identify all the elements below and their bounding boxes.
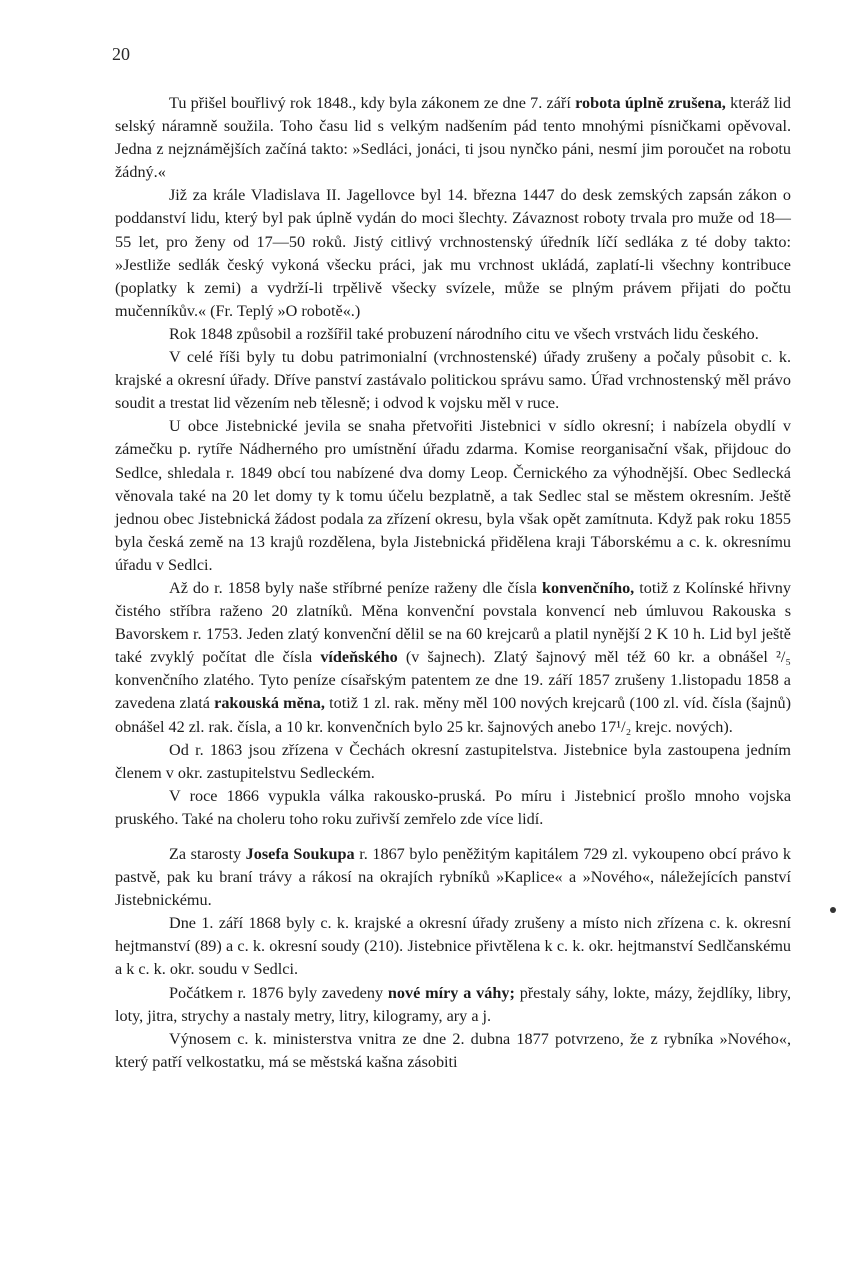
- text-run: přestaly sáhy, lokte, mázy, žejdlíky, libry, loty, jitra, strychy a nastaly metry, litry, kilogramy, ary a j.: [115, 983, 792, 1025]
- paragraph: [115, 982, 791, 1028]
- text-run: V roce 1866 vypukla válka rakousko-pruská. Po míru i Jistebnicí prošlo mnoho vojska pruského. Také na choleru toho roku zuřivší zemřelo zde více lidí.: [115, 786, 791, 828]
- text-run: Rok 1848 způsobil a rozšířil také probuzení národního citu ve všech vrstvách lidu českého.: [169, 324, 759, 343]
- paragraph: [115, 912, 791, 981]
- bold-phrase: rakouská měna,: [214, 694, 325, 713]
- text-run: Počátkem r. 1876 byly zavedeny: [169, 983, 388, 1002]
- text-run: Dne 1. září 1868 byly c. k. krajské a okresní úřady zrušeny a místo nich zřízena c. k. okresní hejtmanství (89) a c. k. okresní soudy (210). Jistebnice přivtělena k c. k. okr. hejtmanství Sedlčanskému a k c. k. okr. soudu v Sedlci.: [115, 914, 791, 979]
- text-run: Výnosem c. k. ministerstva vnitra ze dne 2. dubna 1877 potvrzeno, že z rybníka »Nového«, který patří velkostatku, má se městská kašna zásobiti: [115, 1029, 791, 1071]
- text-run: Od r. 1863 jsou zřízena v Čechách okresní zastupitelstva. Jistebnice byla zastoupena jedním členem v okr. zastupitelstvu Sedleckém.: [115, 740, 791, 782]
- bold-phrase: konvenčního,: [542, 578, 635, 597]
- paragraph: [115, 346, 791, 415]
- bold-phrase: nové míry a váhy;: [387, 983, 515, 1002]
- text-run: Za starosty: [169, 845, 246, 863]
- paragraph: [115, 843, 791, 912]
- paragraph: [115, 739, 791, 785]
- text-run: kteráž lid selský náramně soužila. Toho času lid s velkým nadšením pád tento mnohými písničkami opěvoval. Jedna z nejznámějších začíná takto: »Sedláci, jonáci, ti jsou nynčko páni, nesmí jim poroučet na robotu žádný.«: [115, 94, 791, 182]
- bold-phrase: Josefa Soukupa: [245, 845, 355, 863]
- text-run: (v šajnech). Zlatý šajnový měl též 60 kr. a obnášel ²/₅ konvenčního zlatého. Tyto peníze císařským patentem ze dne 19. září 1857 zrušeny 1.listopadu 1858 a zavedena zlatá: [115, 648, 791, 713]
- paragraph: [115, 92, 791, 184]
- paragraph: [115, 184, 791, 323]
- margin-dot-mark: [830, 907, 836, 913]
- text-run: V celé říši byly tu dobu patrimonialní (vrchnostenské) úřady zrušeny a počaly působit c. k. krajské a okresní úřady. Dříve panství zastávalo politickou správu samo. Úřad vrchnostenský měl právo soudit a trestat lid vězením neb tělesně; i odvod k vojsku měl v ruce.: [115, 348, 791, 413]
- text-run: totiž 1 zl. rak. měny měl 100 nových krejcarů (100 zl. víd. čísla (šajnů) obnášel 42 zl. rak. čísla, a 10 kr. konvenčních bylo 25 kr. šajnových anebo 17¹/₂ krejc. nových).: [115, 694, 791, 736]
- bold-phrase: robota úplně zrušena,: [575, 94, 726, 112]
- text-run: Až do r. 1858 byly naše stříbrné peníze raženy dle čísla: [169, 578, 543, 597]
- paragraph: [115, 323, 791, 346]
- bold-phrase: vídeňského: [320, 648, 398, 667]
- text-run: Tu přišel bouřlivý rok 1848., kdy byla zákonem ze dne 7. září: [169, 94, 576, 112]
- body-text: [115, 92, 791, 1074]
- text-run: totiž z Kolínské hřivny čistého stříbra raženo 20 zlatníků. Měna konvenční povstala konvencí neb úmluvou Rakouska s Bavorskem r. 1753. Jeden zlatý konvenční dělil se na 60 krejcarů a platil nynější 2 K 10 h. Lid byl ještě také zvyklý počítat dle čísla: [115, 578, 791, 667]
- text-run: r. 1867 bylo peněžitým kapitálem 729 zl. vykoupeno obcí právo k pastvě, pak ku braní trávy a rákosí na okrajích rybníků »Kaplice« a »Nového«, náležejících panství Jistebnickému.: [115, 845, 792, 910]
- paragraph: [115, 1028, 791, 1074]
- paragraph: [115, 785, 791, 831]
- paragraph: [115, 415, 791, 577]
- text-run: U obce Jistebnické jevila se snaha přetvořiti Jistebnici v sídlo okresní; i nabízela obydlí v zámečku p. rytíře Nádherného pro umístnění úřadu zdarma. Komise reorganisační však, přijdouc do Sedlce, shledala r. 1849 obcí tou nabízené dva domy Leop. Černického za výhodnější. Obec Sedlecká věnovala také na 20 let domy ty k tomu účelu bezplatně, a tak Sedlec stal se městem okresním. Ještě jednou obec Jistebnická žádost podala za zřízení okresu, byla však opět zamítnuta. Když pak roku 1855 byla česká země na 13 krajů rozdělena, byla Jistebnická přidělena kraji Táborskému a c. k. okresnímu úřadu v Sedlci.: [115, 417, 791, 574]
- page-number: 20: [112, 44, 130, 64]
- text-run: Již za krále Vladislava II. Jagellovce byl 14. března 1447 do desk zemských zapsán zákon o poddanství lidu, který byl pak úplně vydán do moci šlechty. Závaznost roboty trvala pro muže od 18—55 let, pro ženy od 17—50 roků. Jistý citlivý vrchnostenský úředník líčí sedláka z té doby takto: »Jestliže sedlák český vykoná všecku práci, jak mu vrchnost ukládá, zaplatí-li všechny kontribuce (poplatky k zemi) a vydrží-li trpělivě všecky svízele, může se plným právem přijati do počtu mučenníkův.« (Fr. Teplý »O robotě«.): [115, 186, 791, 320]
- paragraph: [115, 577, 791, 739]
